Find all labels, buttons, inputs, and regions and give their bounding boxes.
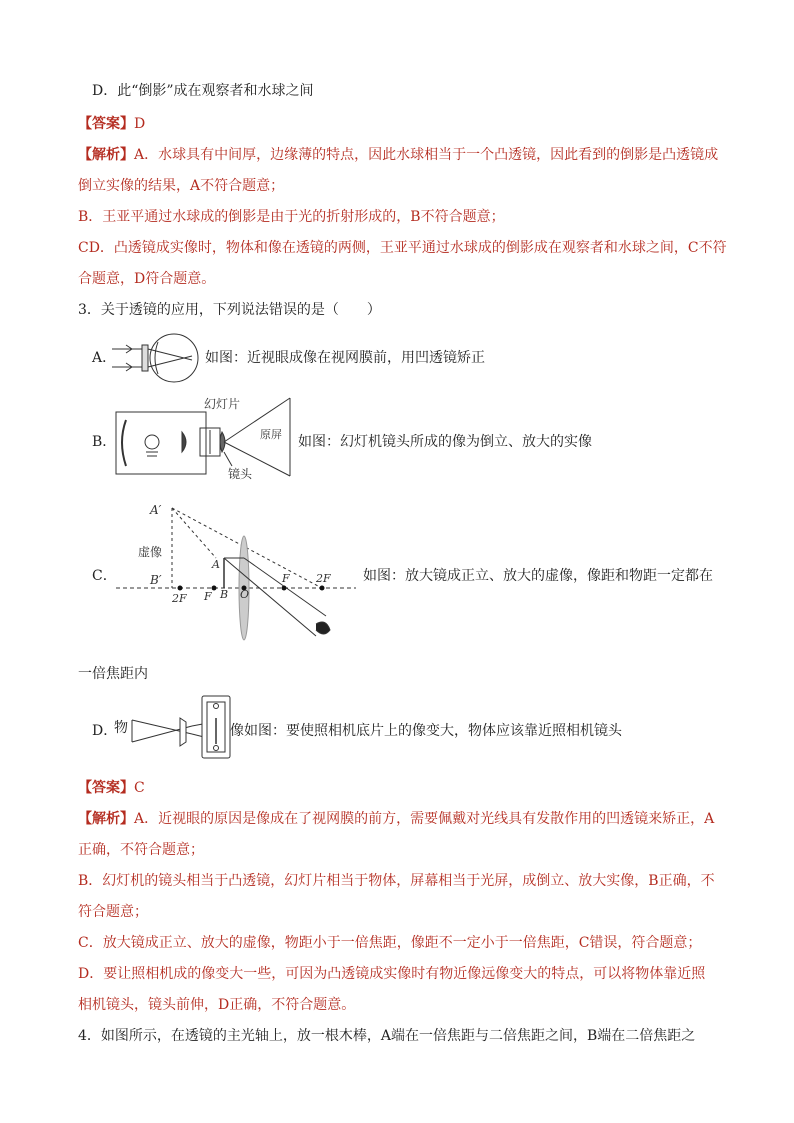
b-label: B xyxy=(220,588,229,601)
q3-option-b-label: B． xyxy=(92,434,117,450)
q2-analysis-a1 xyxy=(78,145,718,165)
q2-answer xyxy=(78,114,145,134)
f-right-label: F xyxy=(282,572,290,585)
q3-analysis-d1: D．要让照相机成的像变大一些，可因为凸透镜成实像时有物近像远像变大的特点，可以将物体靠近照 xyxy=(78,966,706,982)
magnifier-figure xyxy=(116,496,360,648)
myopia-eye-figure xyxy=(112,330,208,388)
analysis-tag: 【解析】 xyxy=(78,147,134,163)
q2-analysis-a2: 倒立实像的结果，A不符合题意； xyxy=(78,178,285,194)
q3-answer xyxy=(78,778,145,798)
q3-option-c-label: C． xyxy=(92,568,117,584)
q3-stem: 3．关于透镜的应用，下列说法错误的是（ ） xyxy=(78,302,381,318)
answer-tag: 【答案】 xyxy=(78,116,134,132)
q3-option-c-text1: 如图：放大镜成正立、放大的虚像，像距和物距一定都在 xyxy=(363,568,713,584)
a-prime-label: A′ xyxy=(150,503,162,517)
f2-left-label: 2F xyxy=(172,592,187,605)
q3-option-b-text: 如图：幻灯机镜头所成的像为倒立、放大的实像 xyxy=(298,434,592,450)
q3-option-d-label: D． xyxy=(92,723,118,739)
object-label: 物 xyxy=(114,720,128,736)
b-prime-label: B′ xyxy=(150,573,162,587)
lens-label: 镜头 xyxy=(228,467,253,481)
projector-figure xyxy=(112,392,294,482)
q3-option-a-text: 如图：近视眼成像在视网膜前，用凹透镜矫正 xyxy=(205,350,485,366)
f2-right-label: 2F xyxy=(316,572,331,585)
answer-value: C xyxy=(134,780,145,796)
q3-analysis-a2: 正确，不符合题意； xyxy=(78,842,204,858)
analysis-text: A．水球具有中间厚，边缘薄的特点，因此水球相当于一个凸透镜，因此看到的倒影是凸透镜成 xyxy=(134,147,719,163)
a-label: A xyxy=(212,558,220,571)
analysis-text: A．近视眼的原因是像成在了视网膜的前方，需要佩戴对光线具有发散作用的凹透镜来矫正，A xyxy=(134,811,715,827)
answer-tag: 【答案】 xyxy=(78,780,134,796)
q2-option-d: D．此“倒影”成在观察者和水球之间 xyxy=(92,83,314,99)
q3-analysis-b2: 符合题意； xyxy=(78,904,148,920)
q3-option-a-label: A． xyxy=(92,350,117,366)
o-label: O xyxy=(240,588,250,601)
q3-analysis-c: C．放大镜成正立、放大的虚像，物距小于一倍焦距，像距不一定小于一倍焦距，C错误，符合题意； xyxy=(78,935,702,951)
f-left-label: F xyxy=(204,590,212,603)
screen-label: 原屏 xyxy=(260,428,282,441)
q3-analysis-b1: B．幻灯机的镜头相当于凸透镜，幻灯片相当于物体，屏幕相当于光屏，成倒立、放大实像，B正确，不 xyxy=(78,873,715,889)
q3-option-d-text: 如图：要使照相机底片上的像变大，物体应该靠近照相机镜头 xyxy=(244,723,622,739)
q3-option-c-text2: 一倍焦距内 xyxy=(78,666,148,682)
q3-analysis-a1 xyxy=(78,809,714,829)
q2-analysis-b: B．王亚平通过水球成的倒影是由于光的折射形成的，B不符合题意； xyxy=(78,209,505,225)
q3-option-d-image-label: 像 xyxy=(230,723,244,739)
q2-analysis-cd1: CD．凸透镜成实像时，物体和像在透镜的两侧，王亚平通过水球成的倒影成在观察者和水球之间，C不符 xyxy=(78,240,727,256)
analysis-tag: 【解析】 xyxy=(78,811,134,827)
slide-label: 幻灯片 xyxy=(204,397,241,411)
virtual-image-label: 虚像 xyxy=(138,545,163,559)
q2-analysis-cd2: 合题意，D符合题意。 xyxy=(78,271,216,287)
camera-figure xyxy=(112,692,236,762)
answer-value: D xyxy=(134,116,146,132)
q4-stem: 4．如图所示，在透镜的主光轴上，放一根木棒，A端在一倍焦距与二倍焦距之间，B端在二倍焦距之 xyxy=(78,1028,696,1044)
q3-analysis-d2: 相机镜头，镜头前伸，D正确，不符合题意。 xyxy=(78,997,356,1013)
